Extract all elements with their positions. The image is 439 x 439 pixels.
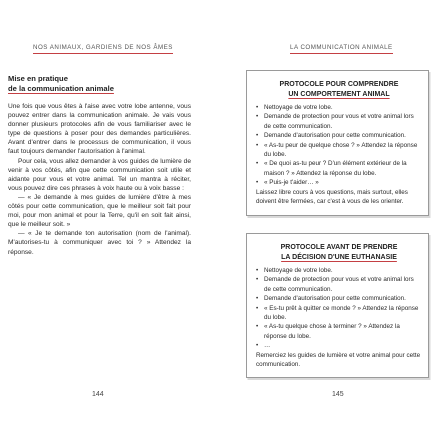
paragraph-3: — « Je demande à mes guides de lumière d'être à mes côtés pour cette communication, que le meilleur soit fait pour moi, pour mon animal et pour la Terre, qu'il en soit fait ainsi, que le meilleur soit. » xyxy=(8,193,191,229)
list-item-text: « As-tu quelque chose à terminer ? » Attendez la réponse du lobe. xyxy=(264,323,400,340)
list-item xyxy=(256,294,422,303)
running-head-right xyxy=(290,44,393,52)
list-item xyxy=(256,141,422,160)
protocol-box-title-line2: UN COMPORTEMENT ANIMAL xyxy=(288,90,390,98)
list-item-text: Demande de protection pour vous et votre animal lors de cette communication. xyxy=(264,276,414,293)
list-item-text: … xyxy=(264,342,271,350)
paragraph-2: Pour cela, vous allez demander à vos guides de lumière de venir à vos côtés, afin que cette communication soit utile et aidante pour vous et votre animal. Tel un mantra à réciter, vous pouvez dire ces phrases à voix haute ou à voix basse : xyxy=(8,157,192,192)
list-item xyxy=(256,112,422,131)
left-page-body xyxy=(8,74,191,257)
list-item xyxy=(256,266,422,275)
bullet-icon: • xyxy=(256,141,259,149)
page-number-left: 144 xyxy=(92,391,104,398)
running-head-underline xyxy=(33,53,173,54)
running-head-underline xyxy=(290,53,393,54)
bullet-icon: • xyxy=(256,276,259,284)
running-head-right-text: LA COMMUNICATION ANIMALE xyxy=(290,44,393,51)
list-item-text: Nettoyage de votre lobe. xyxy=(264,267,333,274)
list-item-text: Demande d'autorisation pour cette communication. xyxy=(264,295,406,303)
bullet-icon: • xyxy=(256,132,259,140)
list-item xyxy=(256,103,422,112)
protocol-box-title-line1: PROTOCOLE POUR COMPRENDRE xyxy=(279,81,399,88)
list-item xyxy=(256,322,422,341)
list-item-text: « De quoi as-tu peur ? D'un élément extérieur de la maison ? » Attendez la réponse du lobe. xyxy=(264,160,407,177)
bullet-icon: • xyxy=(256,323,259,331)
running-head-left xyxy=(33,44,173,52)
list-item xyxy=(256,131,422,140)
running-head-left-text: NOS ANIMAUX, GARDIENS DE NOS ÂMES xyxy=(33,44,173,51)
protocol-box-euthanasia xyxy=(246,233,429,378)
protocol-list xyxy=(256,103,422,188)
paragraph-1: Une fois que vous êtes à l'aise avec votre lobe antenne, vous pouvez entrer dans la communication animale. Je vais vous donner plusieurs protocoles afin de vous familiariser avec le type de questions à poser pour des demandes particulières. Avant d'entrer dans le processus de communication, il vous faut toujours demander l'autorisation à l'animal. xyxy=(8,103,191,156)
page-number-right: 145 xyxy=(332,391,344,398)
list-item xyxy=(256,341,422,350)
list-item-text: « As-tu peur de quelque chose ? » Attendez la réponse du lobe. xyxy=(264,141,418,159)
section-heading-line2: de la communication animale xyxy=(8,83,114,93)
list-item-text: Nettoyage de votre lobe. xyxy=(264,104,333,111)
bullet-icon: • xyxy=(256,179,259,187)
list-item-text: Demande d'autorisation pour cette communication. xyxy=(264,132,406,140)
list-item-text: Demande de protection pour vous et votre animal lors de cette communication. xyxy=(264,113,414,130)
bullet-icon: • xyxy=(256,160,259,168)
bullet-icon: • xyxy=(256,104,259,111)
protocol-box-title-line1: PROTOCOLE AVANT DE PRENDRE xyxy=(280,244,398,251)
protocol-list xyxy=(256,266,422,351)
list-item xyxy=(256,275,422,294)
list-item-text: « Es-tu prêt à quitter ce monde ? » Attendez la réponse du lobe. xyxy=(264,304,419,322)
left-page xyxy=(0,0,219,439)
paragraph-4: — « Je te demande ton autorisation (nom de l'animal). M'autorises-tu à communiquer avec toi ? » Attendez la réponse. xyxy=(8,230,191,256)
protocol-box-closing: Remerciez les guides de lumière et votre animal pour cette communication. xyxy=(256,351,421,369)
protocol-box-title xyxy=(256,243,422,262)
section-heading-line1: Mise en pratique xyxy=(8,74,68,83)
section-heading xyxy=(8,74,191,93)
protocol-box-behavior xyxy=(246,70,429,216)
protocol-box-closing: Laissez libre cours à vos questions, mais surtout, elles doivent être fermées, car c'est à vous de les orienter. xyxy=(256,188,408,206)
protocol-box-title xyxy=(256,80,422,99)
right-page xyxy=(220,0,439,439)
list-item xyxy=(256,159,422,178)
bullet-icon: • xyxy=(256,295,259,303)
bullet-icon: • xyxy=(256,342,259,350)
list-item xyxy=(256,178,422,187)
list-item-text: « Puis-je t'aider… » xyxy=(264,179,319,187)
protocol-box-title-line2: LA DÉCISION D'UNE EUTHANASIE xyxy=(281,253,397,261)
list-item xyxy=(256,304,422,323)
bullet-icon: • xyxy=(256,267,259,274)
bullet-icon: • xyxy=(256,304,259,312)
bullet-icon: • xyxy=(256,113,259,121)
